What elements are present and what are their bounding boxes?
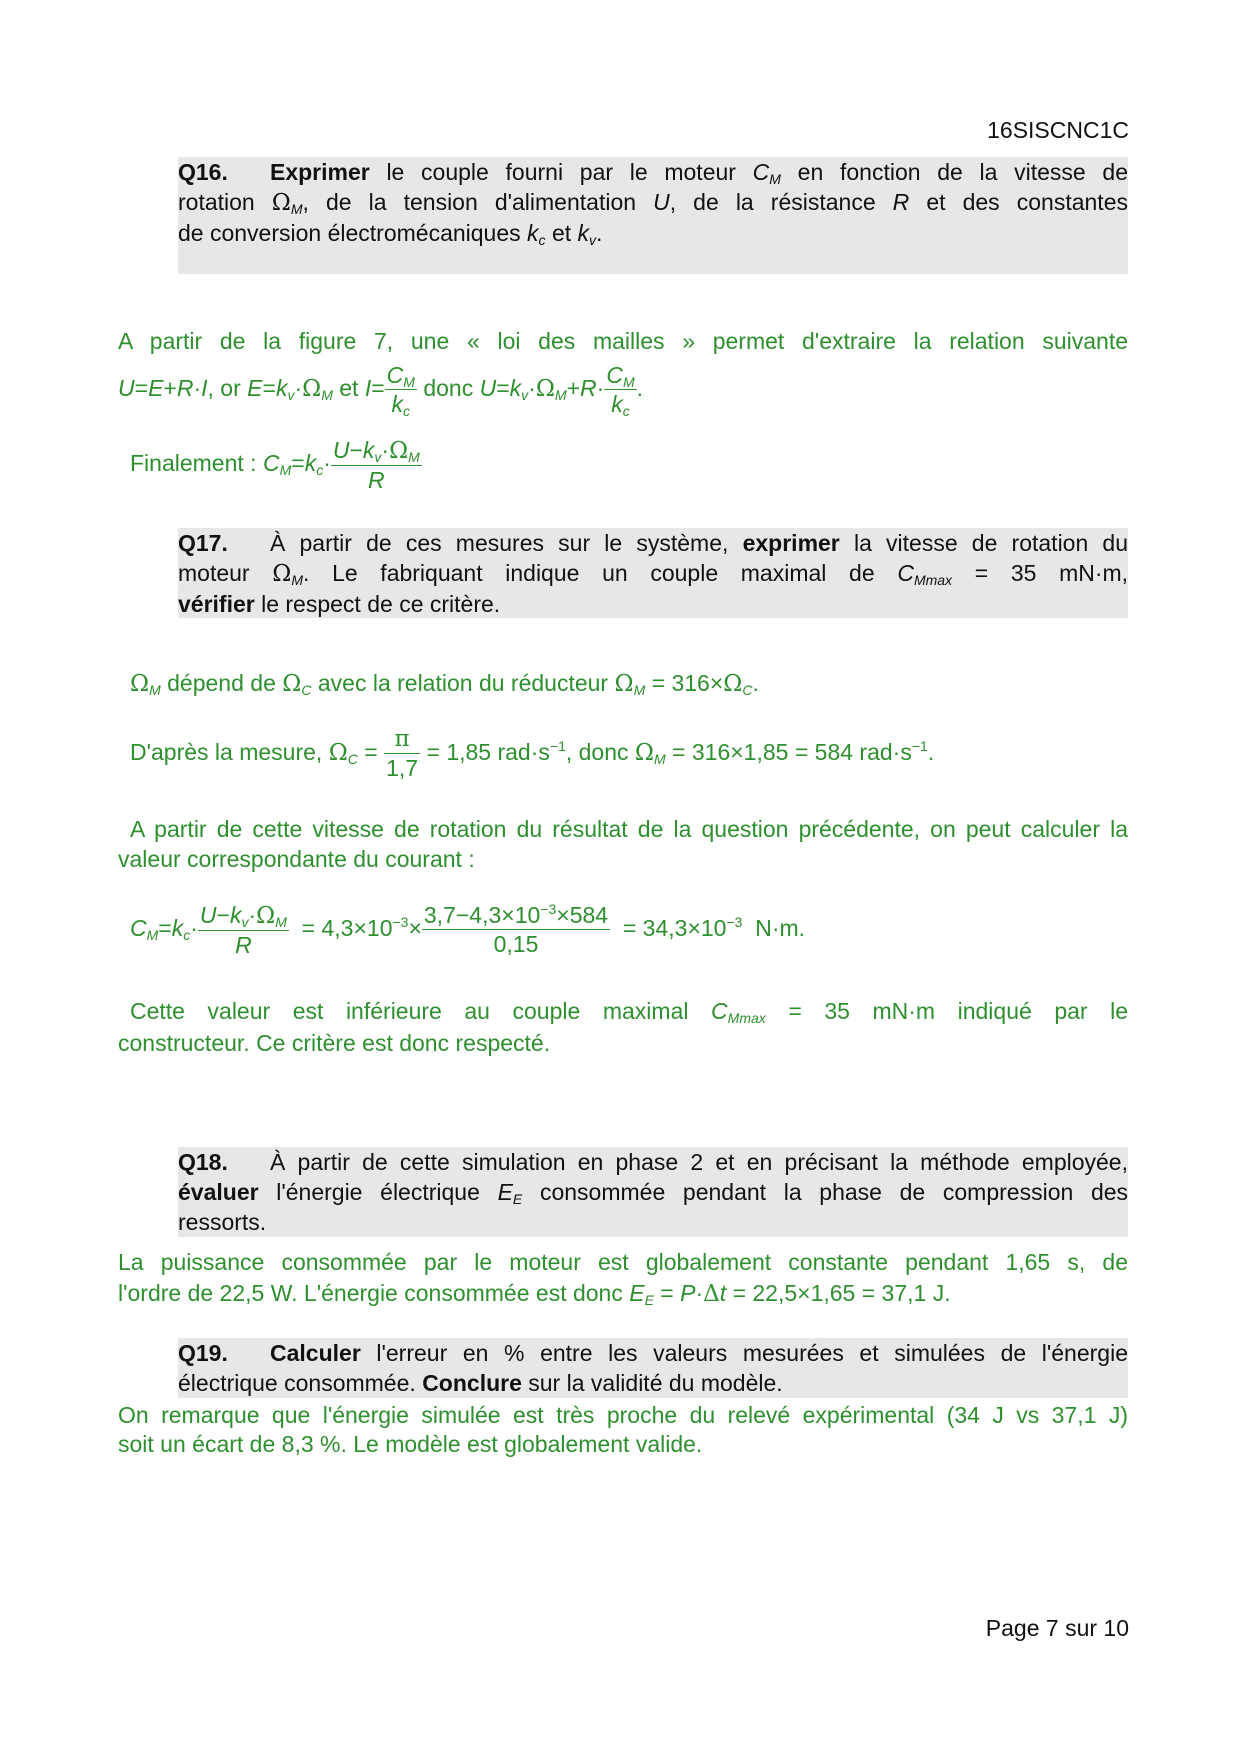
answer-17-line-1: $\Omega_M$ dépend de $\Omega_C$ avec la relation du réducteur $\Omega_M = 316\times\Omega_C$. bbox=[130, 670, 759, 698]
answer-16-final: Finalement : $C_M=k_c\cdot$ $\frac{U-k_v\cdot\Omega_M}{R}$ bbox=[130, 436, 420, 493]
answer-19-line-1: On remarque que l'énergie simulée est très proche du relevé expérimental (34 J vs 37,1 J) bbox=[118, 1402, 1128, 1428]
answer-16-intro: A partir de la figure 7, une « loi des mailles » permet d'extraire la relation suivante bbox=[118, 328, 1128, 354]
answer-17-equation: $C_M=k_c\cdot$ $\frac{U-k_v\cdot\Omega_M}{R}$ = $4,3\times 10^{-3}\times$ $\frac{3,7-4,3\times 10^{-3}\times 584}{0,15}$ = $34,3\times 10^{-3}$ N·m. bbox=[130, 901, 806, 958]
answer-18-line-1: La puissance consommée par le moteur est globalement constante pendant 1,65 s, de bbox=[118, 1249, 1128, 1275]
question-17-box: Q17. À partir de ces mesures sur le système, exprimer la vitesse de rotation du moteur $\Omega_M$. Le fabriquant indique un couple maximal de $C_{Mmax} = 35$ mN·m, vérifier le respect de ce critère. bbox=[178, 530, 1129, 617]
question-number: Q16. bbox=[178, 159, 228, 185]
question-number: Q18. bbox=[178, 1149, 228, 1175]
page-number: Page 7 sur 10 bbox=[985, 1615, 1129, 1641]
answer-16-equation: U=E+R·I, or $E=k_v\cdot\Omega_M$ et I= $\frac{C_M}{k_c}$ donc $U=k_v\cdot\Omega_M+R\cdot$ $\frac{C_M}{k_c}$ . bbox=[118, 362, 644, 420]
fraction: $\frac{C_M}{k_c}$ bbox=[386, 362, 415, 420]
question-number: Q19. bbox=[178, 1340, 228, 1366]
fraction: $\frac{\pi}{1,7}$ bbox=[386, 726, 419, 782]
document-code: 16SISCNC1C bbox=[987, 117, 1129, 143]
keyword: Exprimer bbox=[270, 159, 370, 185]
fraction: $\frac{U-k_v\cdot\Omega_M}{R}$ bbox=[332, 436, 420, 493]
question-19-box: Q19. Calculer l'erreur en % entre les valeurs mesurées et simulées de l'énergie électrique consommée. Conclure sur la validité du modèle. bbox=[178, 1340, 1128, 1396]
answer-17-conclusion-line-2: constructeur. Ce critère est donc respecté. bbox=[118, 1030, 551, 1056]
answer-17-line-2: D'après la mesure, $\Omega_C$ = $\frac{\pi}{1,7}$ = 1,85 $rad\cdot s^{-1}$, donc $\Omega_M = 316\times 1,85 = 584$ $rad\cdot s^{-1}$. bbox=[130, 726, 935, 782]
answer-19-line-2: soit un écart de 8,3 %. Le modèle est globalement valide. bbox=[118, 1431, 703, 1457]
question-16-box: Q16. Exprimer le couple fourni par le moteur $C_M$ en fonction de la vitesse de rotation $\Omega_M$, de la tension d'alimentation U, de la résistance R et des constantes de conversion électromécaniques $k_c$ et $k_v$. bbox=[178, 157, 1128, 274]
answer-17-paragraph: A partir de cette vitesse de rotation du résultat de la question précédente, on peut calculer la valeur correspondante du courant : bbox=[118, 816, 1128, 872]
answer-18-line-2: l'ordre de 22,5 W. L'énergie consommée est donc $E_E = P\cdot\Delta t = 22,5\times 1,65 = 37,1$ J. bbox=[118, 1280, 951, 1308]
fraction: $\frac{C_M}{k_c}$ bbox=[606, 362, 635, 420]
fraction: $\frac{3,7-4,3\times 10^{-3}\times 584}{0,15}$ bbox=[423, 901, 609, 958]
fraction: $\frac{U-k_v\cdot\Omega_M}{R}$ bbox=[199, 901, 287, 958]
question-number: Q17. bbox=[178, 530, 228, 556]
answer-17-conclusion-line-1: Cette valeur est inférieure au couple maximal $C_{Mmax} = 35$ mN·m indiqué par le bbox=[130, 998, 1129, 1026]
question-18-box: Q18. À partir de cette simulation en phase 2 et en précisant la méthode employée, évaluer l'énergie électrique $E_E$ consommée pendant la phase de compression des ressorts. bbox=[178, 1149, 1129, 1235]
